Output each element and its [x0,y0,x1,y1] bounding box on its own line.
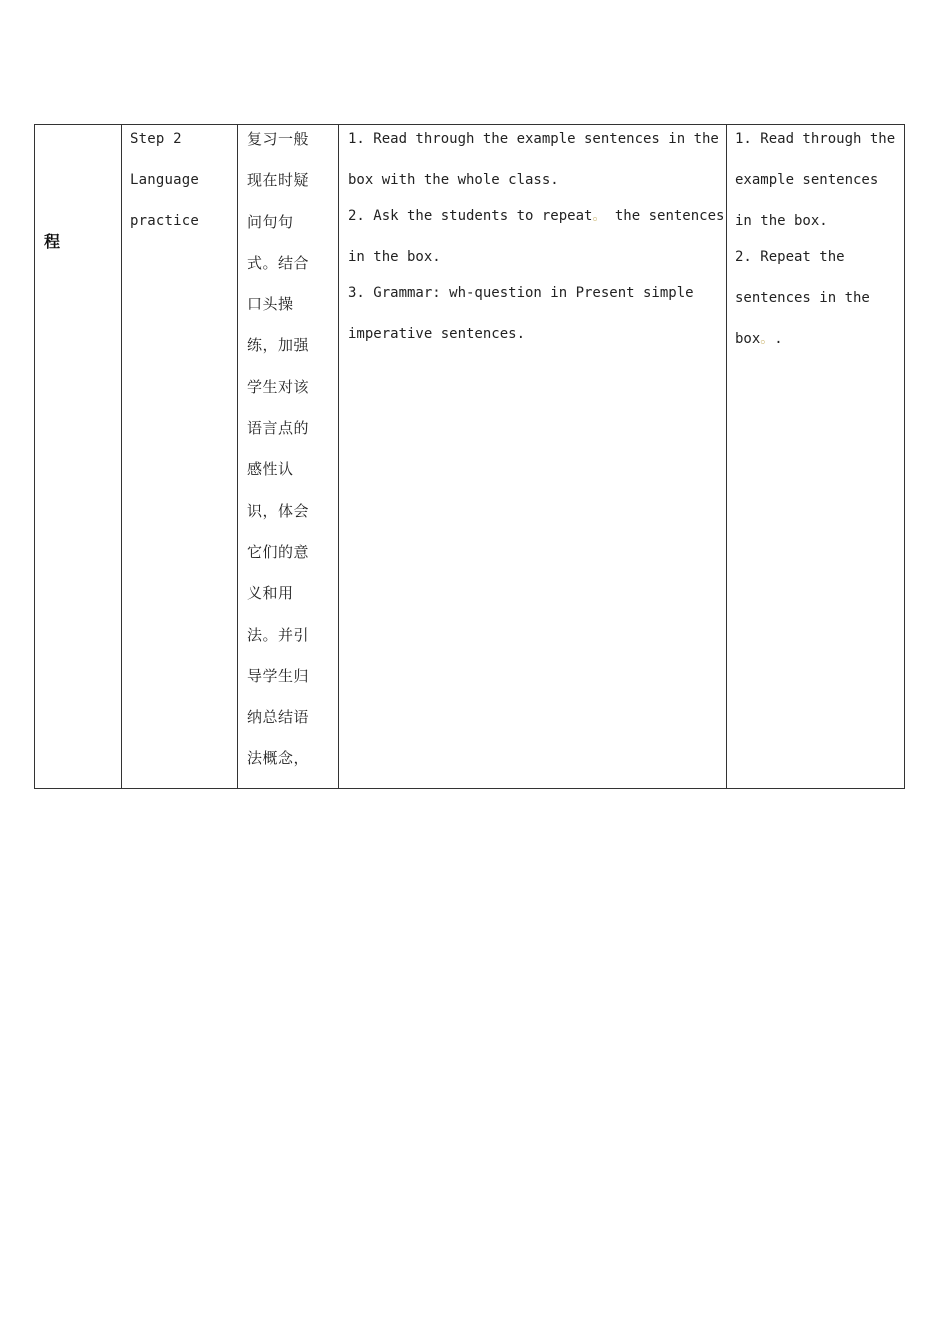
punctuation-mark: 。 [592,208,607,224]
student-line [735,328,896,364]
student-activity-cell [727,125,905,789]
purpose-cell [238,125,339,789]
teacher-line-text: 2. Ask the students to repeat [348,208,593,224]
purpose-line: 复习一般 [247,130,310,148]
purpose-line: 义和用 [247,584,294,603]
purpose-line: 感性认 [247,460,294,479]
teacher-line: 3. Grammar: wh-question in Present simple [348,285,694,301]
stage-cell [35,125,122,789]
punctuation-mark: 。 [760,331,775,347]
table-row [35,125,905,789]
purpose-line: 识，体会 [247,501,310,520]
teacher-line: box with the whole class. [348,172,559,188]
teacher-line: imperative sentences. [348,326,526,342]
stage-label: 程 [44,232,61,251]
teacher-line: in the box. [348,249,441,265]
purpose-line: 它们的意 [247,542,310,561]
purpose-line: 练，加强 [247,336,310,355]
step-line: practice [130,213,200,229]
step-cell [122,125,238,789]
student-line-text: . [774,331,783,347]
teacher-activity-cell [339,125,727,789]
purpose-line: 口头操 [247,295,294,314]
purpose-line: 式。结合 [247,253,310,272]
purpose-line: 现在时疑 [247,171,310,190]
purpose-line: 学生对该 [247,377,310,396]
purpose-line: 法概念， [247,749,310,768]
student-line: 2. Repeat the [735,249,845,265]
purpose-line: 语言点的 [247,419,310,438]
step-line: Language [130,172,200,188]
teacher-line: 1. Read through the example sentences in the [348,131,719,147]
student-line: sentences in the [735,290,870,306]
teacher-line [348,205,725,246]
student-line: 1. Read through the [735,131,896,147]
student-line: example sentences [735,172,879,188]
purpose-line: 法。并引 [247,625,310,644]
teacher-line-text: the sentences [606,208,725,224]
purpose-line: 纳总结语 [247,708,310,727]
student-line-text: box [735,331,761,347]
purpose-line: 问句句 [247,212,294,231]
purpose-line: 导学生归 [247,666,310,685]
step-line: Step 2 [130,131,182,147]
student-line: in the box. [735,213,828,229]
lesson-plan-table [34,124,905,789]
